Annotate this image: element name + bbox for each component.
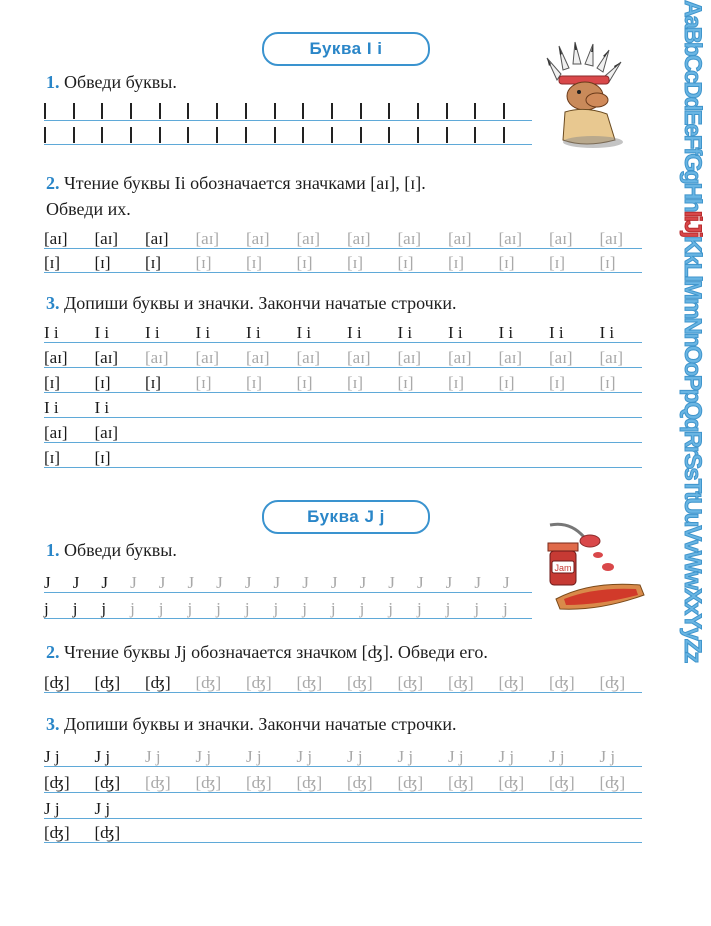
sample-glyph: [aɪ] [94, 229, 119, 248]
stroke-guide [474, 122, 503, 148]
trace-glyph: J j [498, 747, 515, 766]
stroke-guide [216, 122, 245, 148]
side-alphabet-strip [664, 0, 706, 926]
stroke-guide [187, 98, 216, 124]
trace-glyph: [ɪ] [195, 253, 212, 272]
task2-j-heading [46, 642, 488, 663]
sample-glyph: [ʤ] [44, 823, 70, 842]
trace-glyph: [ʤ] [347, 673, 373, 692]
trace-glyph: [aɪ] [296, 229, 321, 248]
stroke-guide [302, 122, 331, 148]
trace-glyph: [aɪ] [498, 348, 523, 367]
sample-glyph: J j [44, 799, 60, 818]
sample-glyph: [ɪ] [44, 448, 61, 467]
stroke-guide [417, 122, 446, 148]
stroke-guide [216, 98, 245, 124]
trace-glyph: [ɪ] [549, 373, 566, 392]
trace-glyph: J [158, 573, 166, 592]
sample-glyph: I i [296, 323, 312, 342]
trace-glyph: [ɪ] [296, 253, 313, 272]
alphabet-letters [664, 0, 706, 661]
trace-glyph: [aɪ] [195, 229, 220, 248]
stroke-guide [73, 98, 102, 124]
trace-glyph: J j [296, 747, 313, 766]
trace-glyph: J j [448, 747, 464, 766]
stroke-guide [187, 122, 216, 148]
trace-row-capital-i[interactable] [44, 98, 532, 124]
trace-glyph: J [273, 573, 281, 592]
sample-glyph: J j [94, 799, 111, 818]
trace-glyph: [ɪ] [448, 373, 465, 392]
sample-glyph: I i [549, 323, 564, 342]
stroke-guide [245, 98, 274, 124]
trace-glyph: j [216, 599, 221, 618]
sample-glyph: J [101, 573, 108, 592]
write-row-dz-empty[interactable] [44, 820, 642, 846]
trace-glyph: [aɪ] [599, 348, 624, 367]
trace-glyph: J j [246, 747, 262, 766]
trace-glyph: [ɪ] [599, 373, 616, 392]
stroke-guide [130, 122, 159, 148]
trace-glyph: [aɪ] [397, 348, 422, 367]
stroke-guide [503, 98, 532, 124]
trace-glyph: [ɪ] [347, 373, 364, 392]
trace-glyph: j [474, 599, 480, 618]
sample-glyph: [aɪ] [44, 229, 68, 248]
task-number: 1. [46, 72, 60, 92]
stroke-guide [446, 122, 475, 148]
stroke-guide [73, 122, 102, 148]
sample-glyph: I i [599, 323, 615, 342]
stroke-guide [159, 98, 188, 124]
sample-glyph: I i [347, 323, 362, 342]
write-row-dz-symbol[interactable] [44, 770, 642, 796]
trace-glyph: [aɪ] [195, 348, 220, 367]
trace-glyph: [ʤ] [296, 673, 323, 692]
alphabet-highlight: IiJj [679, 210, 706, 237]
stroke-guide [446, 98, 475, 124]
trace-glyph: J [503, 573, 510, 592]
stroke-guide [331, 122, 360, 148]
stroke-guide [101, 98, 130, 124]
write-row-ii-empty[interactable] [44, 395, 642, 421]
sample-glyph: j [44, 599, 49, 618]
trace-glyph: [aɪ] [397, 229, 422, 248]
trace-glyph: J [130, 573, 137, 592]
sample-glyph: [aɪ] [44, 348, 68, 367]
task1-i-heading [46, 72, 177, 93]
jam-label: Jam [554, 563, 572, 573]
trace-glyph: [ʤ] [448, 773, 474, 792]
chief-illustration [545, 40, 640, 150]
trace-glyph: [ɪ] [246, 253, 263, 272]
task-text: Допиши буквы и значки. Закончи начатые строчки. [64, 293, 457, 313]
stroke-guide [245, 122, 274, 148]
trace-glyph: J [330, 573, 338, 592]
sample-glyph: J [72, 573, 80, 592]
sample-glyph: j [101, 599, 107, 618]
trace-glyph: [ɪ] [498, 373, 515, 392]
sample-glyph: I i [448, 323, 463, 342]
write-row-jj[interactable] [44, 744, 642, 770]
trace-glyph: [ɪ] [397, 373, 414, 392]
trace-glyph: [ʤ] [549, 773, 575, 792]
write-row-ii[interactable] [44, 320, 642, 346]
trace-glyph: [aɪ] [448, 229, 472, 248]
sample-glyph: [ʤ] [44, 673, 70, 692]
trace-glyph: J [474, 573, 481, 592]
trace-glyph: J j [145, 747, 161, 766]
sample-glyph: I i [44, 323, 59, 342]
task-text: Чтение буквы Ii обозначается значками [aɪ], [ɪ]. [64, 173, 426, 193]
stroke-guide [474, 98, 503, 124]
stroke-guide [331, 98, 360, 124]
stroke-guide [388, 122, 417, 148]
trace-row-lowercase-j[interactable] [44, 596, 532, 622]
stroke-guide [130, 98, 159, 124]
task-number: 2. [46, 173, 60, 193]
trace-glyph: J j [549, 747, 565, 766]
sample-glyph: [ʤ] [94, 823, 121, 842]
sample-glyph: [aɪ] [94, 423, 119, 442]
trace-glyph: [aɪ] [246, 229, 270, 248]
trace-glyph: [ʤ] [397, 673, 424, 692]
trace-glyph: [ɪ] [246, 373, 263, 392]
task3-i-heading [46, 293, 457, 314]
trace-glyph: [ɪ] [448, 253, 465, 272]
task-number: 3. [46, 293, 60, 313]
trace-glyph: [ɪ] [347, 253, 364, 272]
stroke-guide [274, 122, 303, 148]
task-text: Обведи буквы. [64, 540, 177, 560]
section-title-j: Буква J j [262, 500, 430, 534]
sample-glyph: J j [44, 747, 60, 766]
stroke-guide [360, 98, 389, 124]
trace-glyph: [ʤ] [498, 673, 525, 692]
trace-glyph: J [302, 573, 309, 592]
trace-glyph: [ʤ] [195, 673, 222, 692]
trace-glyph: J j [599, 747, 616, 766]
stroke-guide [503, 122, 532, 148]
trace-glyph: [ɪ] [498, 253, 515, 272]
trace-glyph: [ʤ] [145, 773, 171, 792]
sample-glyph: [ʤ] [44, 773, 70, 792]
alphabet-before: AaBbCcDdEeFfGgHh [679, 0, 706, 211]
stroke-guide [417, 98, 446, 124]
sample-glyph: [ɪ] [94, 253, 111, 272]
task-text: Чтение буквы Jj обозначается значком [ʤ]. Обведи его. [64, 642, 488, 662]
stroke-guide [44, 98, 73, 124]
trace-glyph: [ʤ] [246, 773, 272, 792]
trace-glyph: [ɪ] [549, 253, 566, 272]
trace-glyph: J [388, 573, 395, 592]
stroke-guide [302, 98, 331, 124]
sample-glyph: I i [397, 323, 413, 342]
write-row-ai-empty[interactable] [44, 420, 642, 446]
task-number: 3. [46, 714, 60, 734]
trace-glyph: J [416, 573, 424, 592]
trace-glyph: J j [195, 747, 212, 766]
sample-glyph: I i [498, 323, 514, 342]
trace-row-ai-symbol[interactable] [44, 226, 642, 252]
stroke-guide [274, 98, 303, 124]
section-title-i: Буква I i [262, 32, 430, 66]
trace-glyph: [aɪ] [549, 348, 573, 367]
trace-row-i-symbol[interactable] [44, 250, 642, 276]
trace-glyph: j [388, 599, 393, 618]
task-text-continued: Обведи их. [46, 199, 131, 219]
trace-glyph: J [445, 573, 453, 592]
trace-glyph: [aɪ] [145, 348, 169, 367]
trace-glyph: [ʤ] [599, 773, 626, 792]
trace-glyph: [ɪ] [195, 373, 212, 392]
stroke-guide [44, 122, 73, 148]
write-row-i-empty[interactable] [44, 445, 642, 471]
sample-glyph: J [44, 573, 51, 592]
stroke-guide [159, 122, 188, 148]
sample-glyph: [ʤ] [145, 673, 171, 692]
trace-glyph: [ʤ] [296, 773, 323, 792]
trace-glyph: [ʤ] [397, 773, 424, 792]
sample-glyph: I i [195, 323, 211, 342]
task2-i-heading [46, 170, 646, 222]
trace-glyph: [ʤ] [599, 673, 626, 692]
trace-glyph: [aɪ] [347, 229, 371, 248]
trace-glyph: [ʤ] [498, 773, 525, 792]
trace-glyph: j [445, 599, 451, 618]
trace-glyph: j [130, 599, 135, 618]
trace-row-capital-j[interactable] [44, 570, 532, 596]
task-text: Допиши буквы и значки. Закончи начатые строчки. [64, 714, 457, 734]
trace-glyph: [ɪ] [599, 253, 616, 272]
trace-glyph: j [158, 599, 164, 618]
trace-glyph: [aɪ] [498, 229, 523, 248]
write-row-jj-empty[interactable] [44, 796, 642, 822]
trace-glyph: [ʤ] [246, 673, 272, 692]
sample-glyph: [ʤ] [94, 773, 121, 792]
write-row-ai-symbol[interactable] [44, 345, 642, 371]
trace-glyph: J [216, 573, 223, 592]
alphabet-after: KkLlMmNnOoPpQqRrSsTtUuVvWwXxYyZz [679, 236, 706, 662]
task3-j-heading [46, 714, 457, 735]
sample-glyph: [ʤ] [94, 673, 121, 692]
task1-j-heading [46, 540, 177, 561]
trace-glyph: j [187, 599, 193, 618]
sample-glyph: [aɪ] [44, 423, 68, 442]
stroke-guide [101, 122, 130, 148]
sample-glyph: [ɪ] [145, 373, 162, 392]
trace-glyph: [ɪ] [397, 253, 414, 272]
trace-glyph: [ɪ] [296, 373, 313, 392]
trace-glyph: [aɪ] [448, 348, 472, 367]
trace-glyph: [ʤ] [549, 673, 575, 692]
trace-glyph: [aɪ] [549, 229, 573, 248]
sample-glyph: I i [145, 323, 160, 342]
trace-glyph: [aɪ] [296, 348, 321, 367]
trace-glyph: [aɪ] [599, 229, 624, 248]
stroke-guide [360, 122, 389, 148]
sample-glyph: I i [94, 323, 110, 342]
trace-row-lowercase-i[interactable] [44, 122, 532, 148]
trace-glyph: [ʤ] [195, 773, 222, 792]
sample-glyph: I i [246, 323, 261, 342]
trace-glyph: j [302, 599, 307, 618]
task-number: 1. [46, 540, 60, 560]
trace-glyph: J j [397, 747, 414, 766]
trace-glyph: j [416, 599, 422, 618]
sample-glyph: I i [44, 398, 59, 417]
trace-glyph: J [359, 573, 367, 592]
task-number: 2. [46, 642, 60, 662]
task-text: Обведи буквы. [64, 72, 177, 92]
sample-glyph: [ɪ] [44, 373, 61, 392]
sample-glyph: [aɪ] [145, 229, 169, 248]
trace-glyph: j [244, 599, 250, 618]
sample-glyph: I i [94, 398, 110, 417]
trace-glyph: j [359, 599, 365, 618]
sample-glyph: [ɪ] [94, 373, 111, 392]
trace-glyph: J j [347, 747, 363, 766]
trace-glyph: [ʤ] [347, 773, 373, 792]
sample-glyph: J j [94, 747, 111, 766]
jam-illustration [540, 515, 650, 615]
sample-glyph: [aɪ] [94, 348, 119, 367]
trace-glyph: j [503, 599, 508, 618]
trace-glyph: J [187, 573, 195, 592]
write-row-i-symbol[interactable] [44, 370, 642, 396]
stroke-guide [388, 98, 417, 124]
sample-glyph: [ɪ] [94, 448, 111, 467]
sample-glyph: [ɪ] [145, 253, 162, 272]
trace-glyph: [aɪ] [246, 348, 270, 367]
sample-glyph: [ɪ] [44, 253, 61, 272]
trace-row-dz-symbol[interactable] [44, 670, 642, 696]
sample-glyph: j [72, 599, 78, 618]
trace-glyph: J [244, 573, 252, 592]
trace-glyph: [ʤ] [448, 673, 474, 692]
trace-glyph: [aɪ] [347, 348, 371, 367]
trace-glyph: j [330, 599, 336, 618]
trace-glyph: j [273, 599, 279, 618]
